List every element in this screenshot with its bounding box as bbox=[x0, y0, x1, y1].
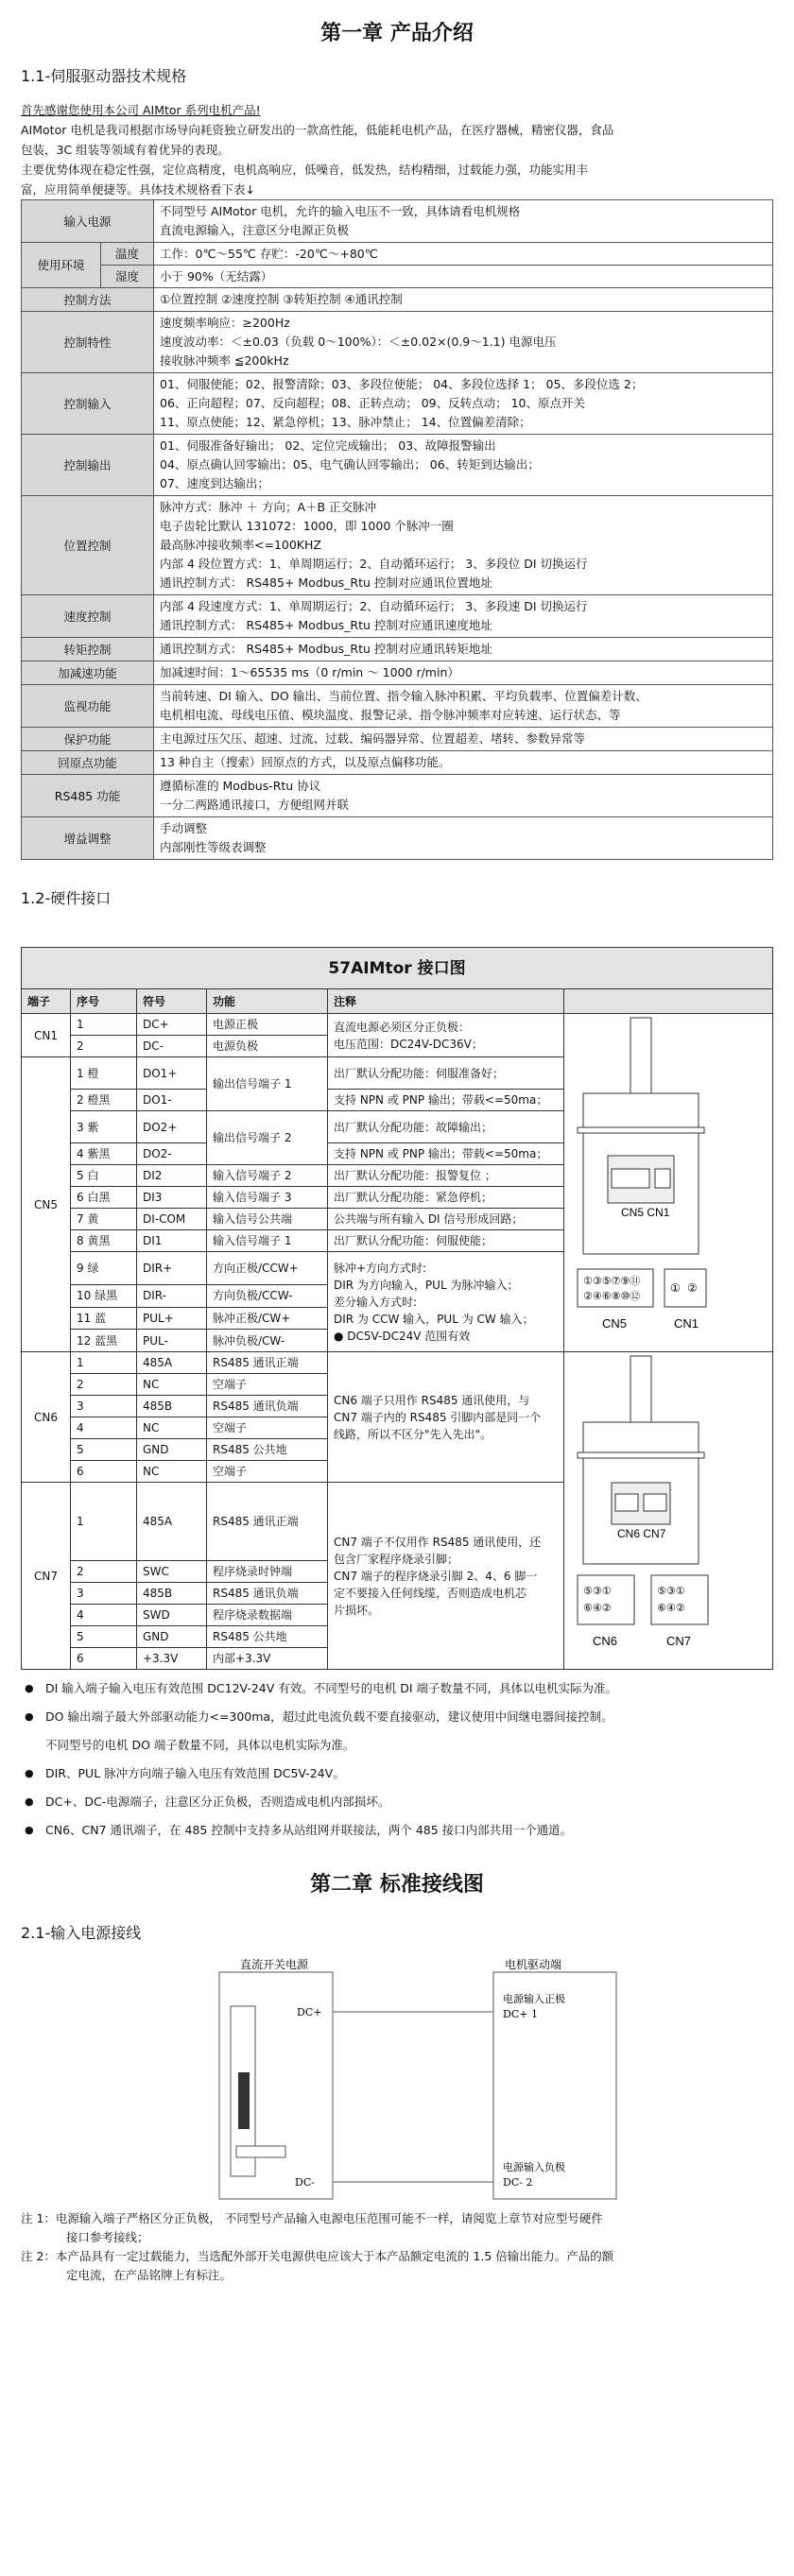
table-cell: 空端子 bbox=[207, 1461, 328, 1483]
table-cell: 程序烧录数据端 bbox=[207, 1605, 328, 1626]
power-supply-title: 直流开关电源 bbox=[240, 1959, 309, 1971]
spec-value bbox=[154, 728, 773, 751]
bullet-item: ● DO 输出端子最大外部驱动能力<=300ma，超过此电流负载不要直接驱动，建议使用中间继电器间接控制。 bbox=[21, 1708, 773, 1726]
table-cell: 4 bbox=[71, 1417, 137, 1439]
cn1-pin-2: ② bbox=[687, 1281, 698, 1295]
spec-value bbox=[154, 312, 773, 373]
power-wiring-diagram bbox=[21, 1959, 773, 2207]
table-cell: DI3 bbox=[137, 1187, 207, 1209]
table-cell: 5 bbox=[71, 1626, 137, 1648]
table-cell: 出厂默认分配功能：故障输出； bbox=[328, 1111, 564, 1143]
table-cell: DO2- bbox=[137, 1143, 207, 1165]
table-cell: 485B bbox=[137, 1583, 207, 1605]
table-cell: DI-COM bbox=[137, 1209, 207, 1230]
spec-line: 手动调整 bbox=[160, 821, 208, 835]
table-cell: 6 bbox=[71, 1461, 137, 1483]
table-cell: 出厂默认分配功能：紧急停机； bbox=[328, 1187, 564, 1209]
table-cell: 5 bbox=[71, 1439, 137, 1461]
table-cell: NC bbox=[137, 1374, 207, 1396]
note-line: 片损坏。 bbox=[334, 1603, 380, 1617]
driver-neg-label: 电源输入负极 bbox=[503, 2161, 565, 2173]
table-cell: 11 蓝 bbox=[71, 1307, 137, 1330]
note-line: CN6 端子只用作 RS485 通讯使用，与 bbox=[334, 1393, 530, 1407]
table-cell: RS485 通讯负端 bbox=[207, 1396, 328, 1417]
spec-line: 11、原点使能；12、紧急停机；13、脉冲禁止； 14、位置偏差清除； bbox=[160, 415, 531, 429]
label-dc-plus: DC+ bbox=[297, 2006, 322, 2018]
spec-line: 通讯控制方式： RS485+ Modbus_Rtu 控制对应通讯转矩地址 bbox=[160, 642, 492, 656]
table-cell: 输入信号端子 1 bbox=[207, 1230, 328, 1252]
spec-line: 当前转速、DI 输入、DO 输出、当前位置、指令输入脉冲积累、平均负载率、位置偏差计数、 bbox=[160, 689, 647, 703]
note-line: 定电流，在产品铭牌上有标注。 bbox=[66, 2268, 233, 2282]
intro-text bbox=[21, 100, 773, 199]
spec-line: 通讯控制方式： RS485+ Modbus_Rtu 控制对应通讯速度地址 bbox=[160, 618, 492, 632]
label-cn6-cn7: CN6 CN7 bbox=[617, 1527, 666, 1540]
spec-line: 电机相电流、母线电压值、模块温度、报警记录、指令脉冲频率对应转速、运行状态、等 bbox=[160, 708, 621, 722]
spec-label: 控制输出 bbox=[22, 435, 154, 496]
table-cell: 2 bbox=[71, 1374, 137, 1396]
cn6-note bbox=[328, 1352, 564, 1483]
spec-line: 遵循标准的 Modbus-Rtu 协议 bbox=[160, 779, 321, 793]
motor-diagram-cn6-cn7 bbox=[564, 1352, 721, 1664]
table-cell: DO2+ bbox=[137, 1111, 207, 1143]
table-cell: 2 bbox=[71, 1036, 137, 1057]
spec-label: 保护功能 bbox=[22, 728, 154, 751]
intro-thanks: 首先感谢您使用本公司 AIMtor 系列电机产品! bbox=[21, 103, 261, 117]
table-cell: 2 bbox=[71, 1561, 137, 1583]
table-cell: 输入信号公共端 bbox=[207, 1209, 328, 1230]
intro-line: AIMotor 电机是我司根据市场导向耗资独立研发出的一款高性能，低能耗电机产品，在医疗器械，精密仪器，食品 bbox=[21, 123, 614, 137]
table-cell: 485A bbox=[137, 1483, 207, 1561]
label-cn1: CN1 bbox=[674, 1316, 699, 1331]
note-line: 定不要接入任何线缆，否则造成电机芯 bbox=[334, 1586, 527, 1600]
terminal-cn7: CN7 bbox=[22, 1483, 71, 1670]
note-line: CN7 端子不仅用作 RS485 通讯使用，还 bbox=[334, 1535, 542, 1549]
table-cell: 9 绿 bbox=[71, 1252, 137, 1285]
spec-line: 最高脉冲接收频率<=100KHZ bbox=[160, 538, 321, 552]
spec-line: 07、速度到达输出； bbox=[160, 476, 269, 490]
spec-line: 主电源过压欠压、超速、过流、过载、编码器异常、位置超差、堵转、参数异常等 bbox=[160, 731, 586, 746]
table-cell: DO1+ bbox=[137, 1057, 207, 1090]
cn6-pins-top: ⑤③① bbox=[583, 1585, 612, 1597]
note-line: 直流电源必须区分正负极： bbox=[334, 1020, 471, 1034]
section-2-1-title: 2.1-输入电源接线 bbox=[21, 1924, 142, 1942]
label-cn7: CN7 bbox=[666, 1634, 692, 1648]
table-cell: 内部+3.3V bbox=[207, 1648, 328, 1670]
spec-line: 直流电源输入，注意区分电源正负极 bbox=[160, 223, 350, 237]
interface-table-title: 57AIMtor 接口图 bbox=[22, 948, 773, 989]
table-cell: 6 白黑 bbox=[71, 1187, 137, 1209]
table-cell: 出厂默认分配功能：报警复位 ； bbox=[328, 1165, 564, 1187]
bullet-item: ● DC+、DC-电源端子，注意区分正负极，否则造成电机内部损坏。 bbox=[21, 1793, 773, 1812]
table-cell: 2 橙黑 bbox=[71, 1090, 137, 1111]
spec-value bbox=[154, 685, 773, 728]
table-cell: DO1- bbox=[137, 1090, 207, 1111]
spec-label: 控制方法 bbox=[22, 288, 154, 312]
note-line: 接口参考接线； bbox=[66, 2230, 149, 2244]
table-cell: 1 bbox=[71, 1483, 137, 1561]
table-cell: 电源负极 bbox=[207, 1036, 328, 1057]
label-cn5-cn1: CN5 CN1 bbox=[621, 1206, 670, 1219]
terminal-cn5: CN5 bbox=[22, 1057, 71, 1352]
spec-label: 加减速功能 bbox=[22, 661, 154, 685]
table-cell: PUL+ bbox=[137, 1307, 207, 1330]
wiring-notes bbox=[21, 2209, 773, 2285]
col-header-note: 注释 bbox=[328, 989, 564, 1014]
spec-line: ①位置控制 ②速度控制 ③转矩控制 ④通讯控制 bbox=[160, 292, 403, 306]
driver-title: 电机驱动端 bbox=[505, 1959, 562, 1971]
spec-label: 输入电源 bbox=[22, 200, 154, 243]
table-cell: 1 bbox=[71, 1352, 137, 1374]
table-cell: DI2 bbox=[137, 1165, 207, 1187]
spec-value bbox=[154, 200, 773, 243]
bullet-list bbox=[21, 1679, 773, 1840]
spec-label: 回原点功能 bbox=[22, 751, 154, 775]
table-cell: DI1 bbox=[137, 1230, 207, 1252]
spec-line: 通讯控制方式： RS485+ Modbus_Rtu 控制对应通讯位置地址 bbox=[160, 575, 492, 590]
spec-label: 控制特性 bbox=[22, 312, 154, 373]
table-cell: 485A bbox=[137, 1352, 207, 1374]
table-cell: DIR- bbox=[137, 1284, 207, 1307]
bullet-continuation: 不同型号的电机 DO 端子数量不同，具体以电机实际为准。 bbox=[45, 1738, 355, 1752]
driver-pos-pin: DC+ 1 bbox=[503, 2008, 538, 2020]
label-dc-minus: DC- bbox=[295, 2176, 315, 2189]
driver-neg-pin: DC- 2 bbox=[503, 2176, 533, 2189]
spec-table bbox=[21, 199, 773, 860]
spec-value bbox=[154, 775, 773, 817]
table-cell: 7 黄 bbox=[71, 1209, 137, 1230]
col-header-function: 功能 bbox=[207, 989, 328, 1014]
terminal-cn1: CN1 bbox=[22, 1014, 71, 1057]
table-cell: 1 bbox=[71, 1014, 137, 1036]
note-line: 差分输入方式时: bbox=[334, 1295, 418, 1309]
table-cell: DC+ bbox=[137, 1014, 207, 1036]
cn5-pins-top: ①③⑤⑦⑨⑪ bbox=[583, 1275, 641, 1287]
table-cell: RS485 通讯正端 bbox=[207, 1352, 328, 1374]
spec-label: RS485 功能 bbox=[22, 775, 154, 817]
table-cell: GND bbox=[137, 1439, 207, 1461]
interface-table bbox=[21, 947, 773, 1670]
chapter2-title: 第二章 标准接线图 bbox=[310, 1873, 484, 1897]
note-line: 注 2：本产品具有一定过载能力，当选配外部开关电源供电应该大于本产品额定电流的 1.5 倍输出能力。产品的额 bbox=[21, 2249, 614, 2263]
table-cell: 出厂默认分配功能：伺服使能； bbox=[328, 1230, 564, 1252]
spec-value bbox=[154, 595, 773, 638]
note-line: 注 1：电源输入端子严格区分正负极， 不同型号产品输入电源电压范围可能不一样，请阅览上章节对应型号硬件 bbox=[21, 2211, 603, 2225]
table-cell: 8 黄黑 bbox=[71, 1230, 137, 1252]
driver-pos-label: 电源输入正极 bbox=[503, 1993, 565, 2005]
spec-value bbox=[154, 288, 773, 312]
intro-line: 富，应用简单便捷等。具体技术规格看下表↓ bbox=[21, 182, 255, 197]
table-cell: DC- bbox=[137, 1036, 207, 1057]
spec-line: 脉冲方式：脉冲 ＋ 方向；A＋B 正交脉冲 bbox=[160, 500, 377, 514]
spec-label: 控制输入 bbox=[22, 373, 154, 435]
table-cell: 6 bbox=[71, 1648, 137, 1670]
spec-line: 06、正向超程；07、反向超程；08、正转点动； 09、反转点动； 10、原点开关 bbox=[160, 396, 585, 410]
table-cell: 电源正极 bbox=[207, 1014, 328, 1036]
section-1-2-title: 1.2-硬件接口 bbox=[21, 889, 112, 907]
pulse-note bbox=[328, 1252, 564, 1352]
table-cell: 12 蓝黑 bbox=[71, 1330, 137, 1352]
spec-label: 增益调整 bbox=[22, 817, 154, 860]
cn5-pins-bottom: ②④⑥⑧⑩⑫ bbox=[583, 1290, 641, 1302]
spec-line: 速度频率响应：≥200Hz bbox=[160, 316, 290, 330]
spec-line: 内部 4 段速度方式：1、单周期运行；2、自动循环运行； 3、多段速 DI 切换运行 bbox=[160, 599, 588, 613]
table-cell: RS485 公共地 bbox=[207, 1626, 328, 1648]
table-cell: +3.3V bbox=[137, 1648, 207, 1670]
table-cell: 485B bbox=[137, 1396, 207, 1417]
spec-label: 转矩控制 bbox=[22, 638, 154, 661]
table-cell: DIR+ bbox=[137, 1252, 207, 1285]
label-cn5: CN5 bbox=[602, 1316, 628, 1331]
table-cell: 方向正极/CCW+ bbox=[207, 1252, 328, 1285]
col-header-index: 序号 bbox=[71, 989, 137, 1014]
note-line: 电压范围：DC24V-DC36V； bbox=[334, 1037, 483, 1051]
spec-sublabel: 温度 bbox=[101, 243, 154, 266]
spec-value bbox=[154, 496, 773, 595]
motor-diagram-cn5-cn1 bbox=[564, 1014, 721, 1347]
table-cell: 空端子 bbox=[207, 1417, 328, 1439]
spec-value bbox=[154, 661, 773, 685]
cn7-pins-bottom: ⑥④② bbox=[657, 1602, 685, 1614]
note-line: ● DC5V-DC24V 范围有效 bbox=[334, 1329, 471, 1343]
table-cell: 5 白 bbox=[71, 1165, 137, 1187]
table-cell: NC bbox=[137, 1461, 207, 1483]
table-cell: 10 绿黑 bbox=[71, 1284, 137, 1307]
table-cell: 4 bbox=[71, 1605, 137, 1626]
table-cell: 脉冲正极/CW+ bbox=[207, 1307, 328, 1330]
cn7-note bbox=[328, 1483, 564, 1670]
note-line: CN7 端子的程序烧录引脚 2、4、6 脚一 bbox=[334, 1569, 538, 1583]
terminal-cn6: CN6 bbox=[22, 1352, 71, 1483]
spec-line: 不同型号 AIMotor 电机，允许的输入电压不一致，具体请看电机规格 bbox=[160, 204, 521, 218]
table-cell: 4 紫黑 bbox=[71, 1143, 137, 1165]
col-header-terminal: 端子 bbox=[22, 989, 71, 1014]
bullet-item: ● CN6、CN7 通讯端子，在 485 控制中支持多从站组网并联接法，两个 485 接口内部共用一个通道。 bbox=[21, 1821, 773, 1840]
table-cell: 公共端与所有输入 DI 信号形成回路； bbox=[328, 1209, 564, 1230]
col-header-symbol: 符号 bbox=[137, 989, 207, 1014]
table-cell: 脉冲负极/CW- bbox=[207, 1330, 328, 1352]
spec-label: 使用环境 bbox=[22, 243, 101, 288]
intro-line: 主要优势体现在稳定性强，定位高精度，电机高响应，低噪音，低发热，结构精细，过载能力强，功能实用丰 bbox=[21, 163, 589, 177]
spec-value: 小于 90%（无结露） bbox=[154, 266, 773, 288]
cn6-pins-bottom: ⑥④② bbox=[583, 1602, 612, 1614]
spec-value bbox=[154, 638, 773, 661]
spec-line: 13 种自主（搜索）回原点的方式，以及原点偏移功能。 bbox=[160, 755, 451, 769]
table-cell: 出厂默认分配功能：伺服准备好； bbox=[328, 1057, 564, 1090]
motor-bottom-diagram bbox=[564, 1352, 773, 1670]
bullet-item: ● DIR、PUL 脉冲方向端子输入电压有效范围 DC5V-24V。 bbox=[21, 1764, 773, 1783]
table-cell: 输出信号端子 1 bbox=[207, 1057, 328, 1111]
table-cell: NC bbox=[137, 1417, 207, 1439]
table-cell: RS485 通讯负端 bbox=[207, 1583, 328, 1605]
cn1-note bbox=[328, 1014, 564, 1057]
spec-value bbox=[154, 435, 773, 496]
spec-value bbox=[154, 751, 773, 775]
note-line: CN7 端子内的 RS485 引脚内部是同一个 bbox=[334, 1410, 542, 1424]
table-cell: 支持 NPN 或 PNP 输出；带载<=50ma； bbox=[328, 1143, 564, 1165]
table-cell: 1 橙 bbox=[71, 1057, 137, 1090]
table-cell: 输入信号端子 2 bbox=[207, 1165, 328, 1187]
note-line: 包含厂家程序烧录引脚； bbox=[334, 1552, 459, 1566]
table-cell: RS485 通讯正端 bbox=[207, 1483, 328, 1561]
spec-line: 接收脉冲频率 ≦200kHz bbox=[160, 353, 289, 368]
table-cell: SWC bbox=[137, 1561, 207, 1583]
table-cell: GND bbox=[137, 1626, 207, 1648]
note-line: DIR 为 CCW 输入，PUL 为 CW 输入； bbox=[334, 1312, 534, 1326]
spec-line: 电子齿轮比默认 131072：1000，即 1000 个脉冲一圈 bbox=[160, 519, 454, 533]
table-cell: RS485 公共地 bbox=[207, 1439, 328, 1461]
table-cell: 程序烧录时钟端 bbox=[207, 1561, 328, 1583]
section-1-1-title: 1.1-伺服驱动器技术规格 bbox=[21, 67, 187, 85]
note-line: DIR 为方向输入，PUL 为脉冲输入； bbox=[334, 1278, 519, 1292]
spec-line: 加减速时间：1～65535 ms（0 r/min ～ 1000 r/min） bbox=[160, 665, 459, 679]
table-cell: 3 bbox=[71, 1396, 137, 1417]
spec-line: 内部 4 段位置方式：1、单周期运行；2、自动循环运行； 3、多段位 DI 切换运行 bbox=[160, 557, 588, 571]
spec-line: 内部刚性等级表调整 bbox=[160, 840, 267, 854]
spec-value bbox=[154, 817, 773, 860]
table-cell: 空端子 bbox=[207, 1374, 328, 1396]
spec-label: 监视功能 bbox=[22, 685, 154, 728]
intro-line: 包装，3C 组装等领域有着优异的表现。 bbox=[21, 143, 230, 157]
spec-line: 04、原点确认回零输出；05、电气确认回零输出； 06、转矩到达输出； bbox=[160, 457, 540, 472]
chapter1-title: 第一章 产品介绍 bbox=[320, 22, 474, 45]
table-cell: 3 bbox=[71, 1583, 137, 1605]
spec-line: 01、伺服使能；02、报警清除；03、多段位使能； 04、多段位选择 1； 05、多段位选 2； bbox=[160, 377, 644, 391]
motor-top-diagram bbox=[564, 1014, 773, 1352]
table-cell: 方向负极/CCW- bbox=[207, 1284, 328, 1307]
spec-line: 一分二两路通讯接口，方便组网并联 bbox=[160, 798, 350, 812]
cn1-pin-1: ① bbox=[670, 1281, 681, 1295]
spec-line: 01、伺服准备好输出； 02、定位完成输出； 03、故障报警输出 bbox=[160, 438, 496, 453]
cn7-pins-top: ⑤③① bbox=[657, 1585, 685, 1597]
table-cell: 输入信号端子 3 bbox=[207, 1187, 328, 1209]
spec-sublabel: 湿度 bbox=[101, 266, 154, 288]
note-line: 脉冲+方向方式时: bbox=[334, 1261, 427, 1275]
note-line: 线路，所以不区分"先入先出"。 bbox=[334, 1427, 492, 1441]
label-cn6: CN6 bbox=[593, 1634, 618, 1648]
spec-value: 工作：0℃～55℃ 存贮：-20℃～+80℃ bbox=[154, 243, 773, 266]
bullet-item: ● DI 输入端子输入电压有效范围 DC12V-24V 有效。不同型号的电机 DI 端子数量不同，具体以电机实际为准。 bbox=[21, 1679, 773, 1698]
table-cell: 3 紫 bbox=[71, 1111, 137, 1143]
spec-line: 速度波动率：＜±0.03（负载 0～100%）：＜±0.02×(0.9～1.1) 电源电压 bbox=[160, 335, 557, 349]
table-cell: PUL- bbox=[137, 1330, 207, 1352]
table-cell: 输出信号端子 2 bbox=[207, 1111, 328, 1165]
table-cell: 支持 NPN 或 PNP 输出；带载<=50ma； bbox=[328, 1090, 564, 1111]
spec-label: 速度控制 bbox=[22, 595, 154, 638]
table-cell: SWD bbox=[137, 1605, 207, 1626]
spec-label: 位置控制 bbox=[22, 496, 154, 595]
spec-value bbox=[154, 373, 773, 435]
